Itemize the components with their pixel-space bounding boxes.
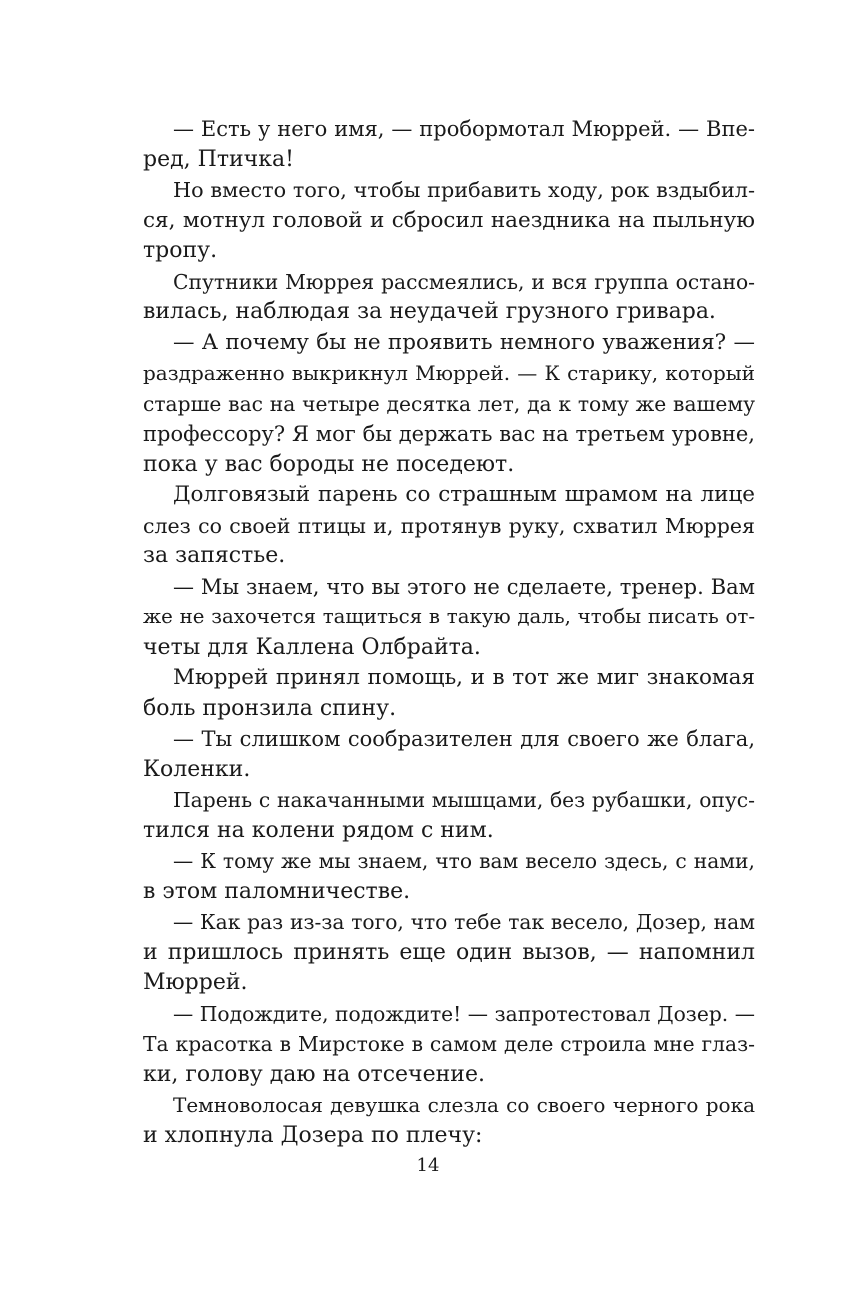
text-line: четы для Каллена Олбрайта. — [143, 634, 481, 660]
text-line: старше вас на четыре десятка лет, да к тому же вашему — [143, 391, 755, 416]
text-line: тропу. — [143, 238, 218, 263]
paragraph — [143, 1090, 755, 1151]
text-line: Спутники Мюррея рассмеялись, и вся группа остано- — [173, 269, 755, 294]
text-line: же не захочется тащиться в такую даль, чтобы писать от- — [143, 605, 755, 628]
paragraph — [143, 175, 755, 267]
text-line: тился на колени рядом с ним. — [143, 817, 494, 843]
paragraph — [143, 785, 755, 846]
text-line: Темноволосая девушка слезла со своего черного рока — [173, 1093, 755, 1117]
paragraph — [143, 267, 755, 328]
text-line: и пришлось принять еще один вызов, — напомнил — [143, 939, 755, 965]
text-line: Мюррей. — [143, 970, 248, 995]
text-line: боль пронзила спину. — [143, 695, 397, 721]
text-line: — Мы знаем, что вы этого не сделаете, тренер. Вам — [173, 574, 755, 599]
paragraph — [143, 907, 755, 999]
text-line: Но вместо того, чтобы прибавить ходу, рок вздыбил- — [173, 178, 755, 202]
text-line: слез со своей птицы и, протянув руку, схватил Мюррея — [143, 513, 755, 538]
text-line: Парень с накачанными мышцами, без рубашки, опус- — [173, 788, 755, 812]
text-line: — А почему бы не проявить немного уважения? — — [173, 329, 755, 355]
paragraph — [143, 480, 755, 572]
paragraph — [143, 114, 755, 175]
text-line: Долговязый парень со страшным шрамом на лице — [173, 482, 755, 507]
paragraph — [143, 572, 755, 664]
text-line: — Как раз из-за того, что тебе так весело, Дозер, нам — [173, 910, 755, 934]
paragraph — [143, 846, 755, 907]
text-line: — Ты слишком сообразителен для своего же блага, — [173, 727, 755, 751]
text-line: вилась, наблюдая за неудачей грузного гривара. — [143, 299, 716, 324]
text-line: раздраженно выкрикнул Мюррей. — К старику, который — [143, 361, 755, 385]
text-line: Коленки. — [143, 756, 251, 782]
paragraph — [143, 999, 755, 1091]
text-line: ред, Птичка! — [143, 146, 294, 172]
text-line: профессору? Я мог бы держать вас на третьем уровне, — [143, 422, 755, 446]
text-line: и хлопнула Дозера по плечу: — [143, 1122, 483, 1148]
text-line: — К тому же мы знаем, что вам весело здесь, с нами, — [173, 849, 755, 873]
text-line: ки, голову даю на отсечение. — [143, 1061, 485, 1087]
text-line: Мюррей принял помощь, и в тот же миг знакомая — [173, 665, 755, 690]
text-line: — Подождите, подождите! — запротестовал Дозер. — — [173, 1001, 755, 1026]
paragraph — [143, 663, 755, 724]
text-line: Та красотка в Мирстоке в самом деле строила мне глаз- — [143, 1032, 755, 1056]
text-line: — Есть у него имя, — пробормотал Мюррей. — Впе- — [173, 117, 755, 141]
text-line: ся, мотнул головой и сбросил наездника на пыльную — [143, 207, 755, 233]
text-line: пока у вас бороды не поседеют. — [143, 451, 515, 477]
body-text — [143, 114, 755, 1151]
page-number: 14 — [416, 1155, 440, 1176]
text-line: в этом паломничестве. — [143, 878, 411, 904]
paragraph — [143, 724, 755, 785]
text-line: за запястье. — [143, 543, 286, 568]
paragraph — [143, 328, 755, 481]
